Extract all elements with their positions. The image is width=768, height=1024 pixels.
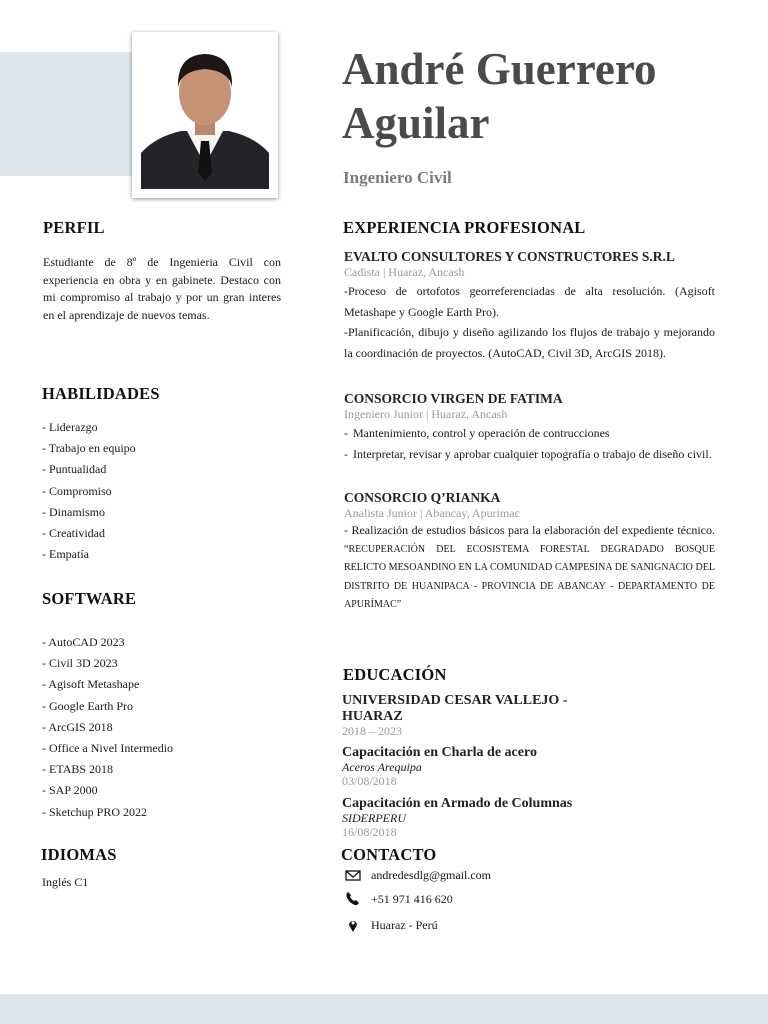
list-item: - Civil 3D 2023: [42, 653, 173, 674]
education-title: HUARAZ: [342, 708, 403, 724]
perfil-heading: PERFIL: [43, 218, 105, 237]
education-date: 16/08/2018: [342, 824, 397, 839]
profession-title: Ingeniero Civil: [343, 168, 452, 187]
list-item: - ArcGIS 2018: [42, 717, 173, 738]
job-meta: Ingeniero Junior | Huaraz, Ancash: [344, 407, 508, 421]
mail-icon: [344, 867, 362, 883]
education-item: [342, 745, 713, 788]
education-title: Capacitación en Armado de Columnas: [342, 796, 573, 811]
list-item: - Puntualidad: [42, 459, 136, 480]
job-qrianka: [344, 490, 715, 614]
location-pin-icon: [344, 917, 362, 933]
job-virgen-de-fatima: [344, 391, 715, 464]
job-description: [344, 522, 715, 614]
name-line-2: Aguilar: [342, 98, 490, 148]
education-org: SIDERPERU: [342, 810, 406, 825]
education-title: Capacitación en Charla de acero: [342, 745, 537, 760]
job-description: Mantenimiento, control y operación de contrucciones: [353, 426, 610, 440]
education-date: 2018 – 2023: [342, 724, 402, 738]
software-heading: SOFTWARE: [42, 589, 137, 608]
phone-number: +51 971 416 620: [371, 891, 453, 906]
job-description: -Proceso de ortofotos georreferenciadas de alta resolución. (Agisoft Metashape y Google Earth Pro).: [344, 284, 715, 319]
education-item: [342, 796, 713, 839]
project-name: “RECUPERACIÓN DEL ECOSISTEMA FORESTAL DEGRADADO BOSQUE RELICTO MESOANDINO EN LA COMUNIDAD CAMPESINA DE SANIGNACIO DEL DISTRITO DE HUANIPACA - PROVINCIA DE ABANCAY - DEPARTAMENTO DE APURÍMAC”: [344, 543, 715, 610]
list-item: - Agisoft Metashape: [42, 674, 173, 695]
location-text: Huaraz - Perú: [371, 917, 438, 932]
educacion-heading: EDUCACIÓN: [343, 665, 447, 684]
job-evalto: [344, 249, 715, 363]
candidate-name: [342, 42, 742, 150]
list-item: - Sketchup PRO 2022: [42, 802, 173, 823]
education-item: [342, 693, 713, 738]
list-item: - Office a Nivel Intermedio: [42, 738, 173, 759]
software-list: [42, 632, 173, 823]
phone-icon: [344, 891, 362, 907]
job-bullet: - Interpretar, revisar y aprobar cualquier topografía o trabajo de diseño civil.: [344, 444, 715, 465]
job-description-text: - Realización de estudios básicos para la elaboración del expediente técnico.: [344, 523, 715, 537]
profile-photo-image: [141, 41, 269, 189]
idiomas-heading: IDIOMAS: [41, 845, 117, 864]
contacto-heading: CONTACTO: [341, 845, 437, 864]
job-meta: Analista Junior | Abancay, Apurimac: [344, 506, 520, 520]
education-org: Aceros Arequipa: [342, 759, 422, 774]
contact-email: [344, 867, 491, 883]
list-item: - ETABS 2018: [42, 759, 173, 780]
contact-location: [344, 917, 438, 933]
profile-photo: [132, 32, 278, 198]
list-item: - Trabajo en equipo: [42, 438, 136, 459]
experiencia-heading: EXPERIENCIA PROFESIONAL: [343, 218, 586, 237]
list-item: - AutoCAD 2023: [42, 632, 173, 653]
list-item: - SAP 2000: [42, 780, 173, 801]
list-item: - Creatividad: [42, 523, 136, 544]
job-company: CONSORCIO Q’RIANKA: [344, 490, 501, 505]
list-item: - Compromiso: [42, 481, 136, 502]
job-company: EVALTO CONSULTORES Y CONSTRUCTORES S.R.L: [344, 249, 675, 264]
list-item: - Liderazgo: [42, 417, 136, 438]
education-title: UNIVERSIDAD CESAR VALLEJO -: [342, 693, 568, 708]
email-link[interactable]: andredesdlg@gmail.com: [371, 867, 492, 882]
habilidades-list: [42, 417, 136, 565]
list-item: - Empatía: [42, 544, 136, 565]
job-bullet: - Mantenimiento, control y operación de contrucciones: [344, 423, 715, 444]
perfil-text: Estudiante de 8º de Ingenieria Civil con experiencia en obra y en gabinete. Destaco con mi compromiso al trabajo y por un gran interes en el aprendizaje de nuevos temas.: [43, 255, 281, 322]
job-company: CONSORCIO VIRGEN DE FATIMA: [344, 391, 563, 406]
idiomas-text: Inglés C1: [42, 875, 89, 889]
name-line-1: André Guerrero: [342, 44, 657, 94]
education-date: 03/08/2018: [342, 773, 397, 788]
contact-phone: [344, 891, 453, 907]
list-item: - Dinamismo: [42, 502, 136, 523]
job-meta: Cadista | Huaraz, Ancash: [344, 265, 465, 279]
job-description: Interpretar, revisar y aprobar cualquier topografía o trabajo de diseño civil.: [353, 446, 712, 461]
job-description: -Planificación, dibujo y diseño agilizando los flujos de trabajo y mejorando la coordinación de proyectos. (AutoCAD, Civil 3D, ArcGIS 2018).: [344, 325, 715, 360]
decorative-band-bottom: [0, 994, 768, 1024]
decorative-band-top: [0, 52, 132, 176]
list-item: - Google Earth Pro: [42, 696, 173, 717]
habilidades-heading: HABILIDADES: [42, 384, 160, 403]
